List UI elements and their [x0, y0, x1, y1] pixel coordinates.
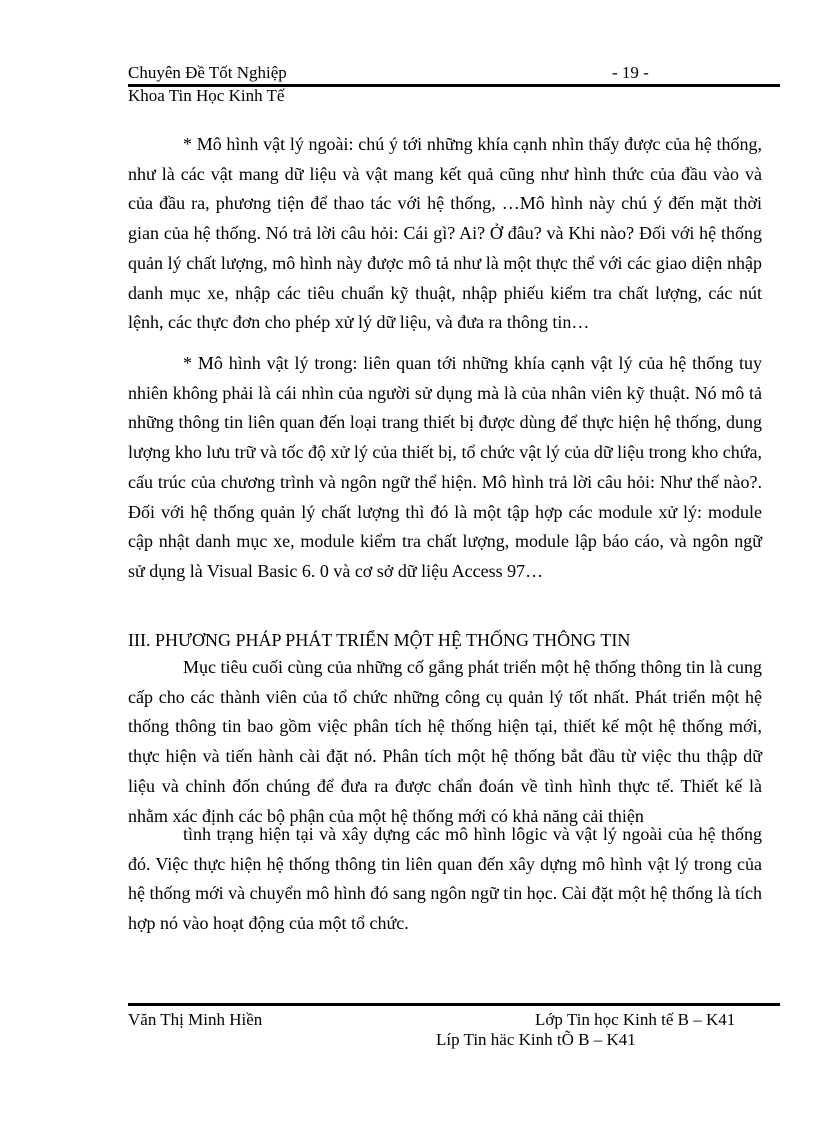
- footer-rule: [128, 1003, 780, 1006]
- footer-author: Văn Thị Minh Hiền: [128, 1010, 263, 1029]
- header-title: Chuyên Đề Tốt Nghiệp: [128, 63, 287, 82]
- footer-class: Lớp Tin học Kinh tế B – K41: [535, 1010, 736, 1029]
- section-paragraph-continued-text: tình trạng hiện tại và xây dựng các mô hình lôgic và vật lý ngoài của hệ thống đó. Việc thực hiện hệ thống thông tin liên quan đến xây dựng mô hình vật lý trong của hệ thống mới và chuyển mô hình đó sang ngôn ngữ tin học. Cài đặt một hệ thống là tích hợp nó vào hoạt động của một tổ chức.: [128, 824, 762, 934]
- section-paragraph: Mục tiêu cuối cùng của những cố gắng phát triển một hệ thống thông tin là cung cấp cho các thành viên của tổ chức những công cụ quản lý tốt nhất. Phát triển một hệ thống thông tin bao gồm việc phân tích hệ thống hiện tại, thiết kế một hệ thống mới, thực hiện và tiến hành cài đặt nó. Phân tích một hệ thống bắt đầu từ việc thu thập dữ liệu và chỉnh đốn chúng để đưa ra được chẩn đoán về tình hình thực tế. Thiết kế là nhằm xác định các bộ phận của một hệ thống mới có khả năng cải thiện: [128, 657, 762, 826]
- footer-class-legacy-encoding: Líp Tin häc Kinh tÕ B – K41: [436, 1030, 636, 1049]
- section-paragraph-continued: [128, 820, 762, 939]
- section-heading: III. PHƯƠNG PHÁP PHÁT TRIỂN MỘT HỆ THỐNG THÔNG TIN: [128, 630, 631, 650]
- header-faculty: Khoa Tin Học Kinh Tế: [128, 86, 285, 105]
- paragraph-internal-physical-model: * Mô hình vật lý trong: liên quan tới những khía cạnh vật lý của hệ thống tuy nhiên không phải là cái nhìn của người sử dụng mà là của nhân viên kỹ thuật. Nó mô tả những thông tin liên quan đến loại trang thiết bị được dùng để thực hiện hệ thống, dung lượng kho lưu trữ và tốc độ xử lý của thiết bị, tổ chức vật lý của dữ liệu trong kho chứa, cấu trúc của chương trình và ngôn ngữ thể hiện. Mô hình trả lời câu hỏi: Như thế nào?. Đối với hệ thống quản lý chất lượng thì đó là một tập hợp các module xử lý: module cập nhật danh mục xe, module kiểm tra chất lượng, module lập báo cáo, và ngôn ngữ sử dụng là Visual Basic 6. 0 và cơ sở dữ liệu Access 97…: [128, 353, 762, 581]
- paragraph-external-physical-model: * Mô hình vật lý ngoài: chú ý tới những khía cạnh nhìn thấy được của hệ thống, như là các vật mang dữ liệu và vật mang kết quả cũng như hình thức của đầu vào và của đầu ra, phương tiện để thao tác với hệ thống, …Mô hình này chú ý đến mặt thời gian của hệ thống. Nó trả lời câu hỏi: Cái gì? Ai? Ở đâu? và Khi nào? Đối với hệ thống quản lý chất lượng, mô hình này được mô tả như là một thực thể với các giao diện nhập danh mục xe, nhập các tiêu chuẩn kỹ thuật, nhập phiếu kiểm tra chất lượng, các nút lệnh, các thực đơn cho phép xử lý dữ liệu, và đưa ra thông tin…: [128, 134, 762, 333]
- page-number: - 19 -: [612, 63, 649, 82]
